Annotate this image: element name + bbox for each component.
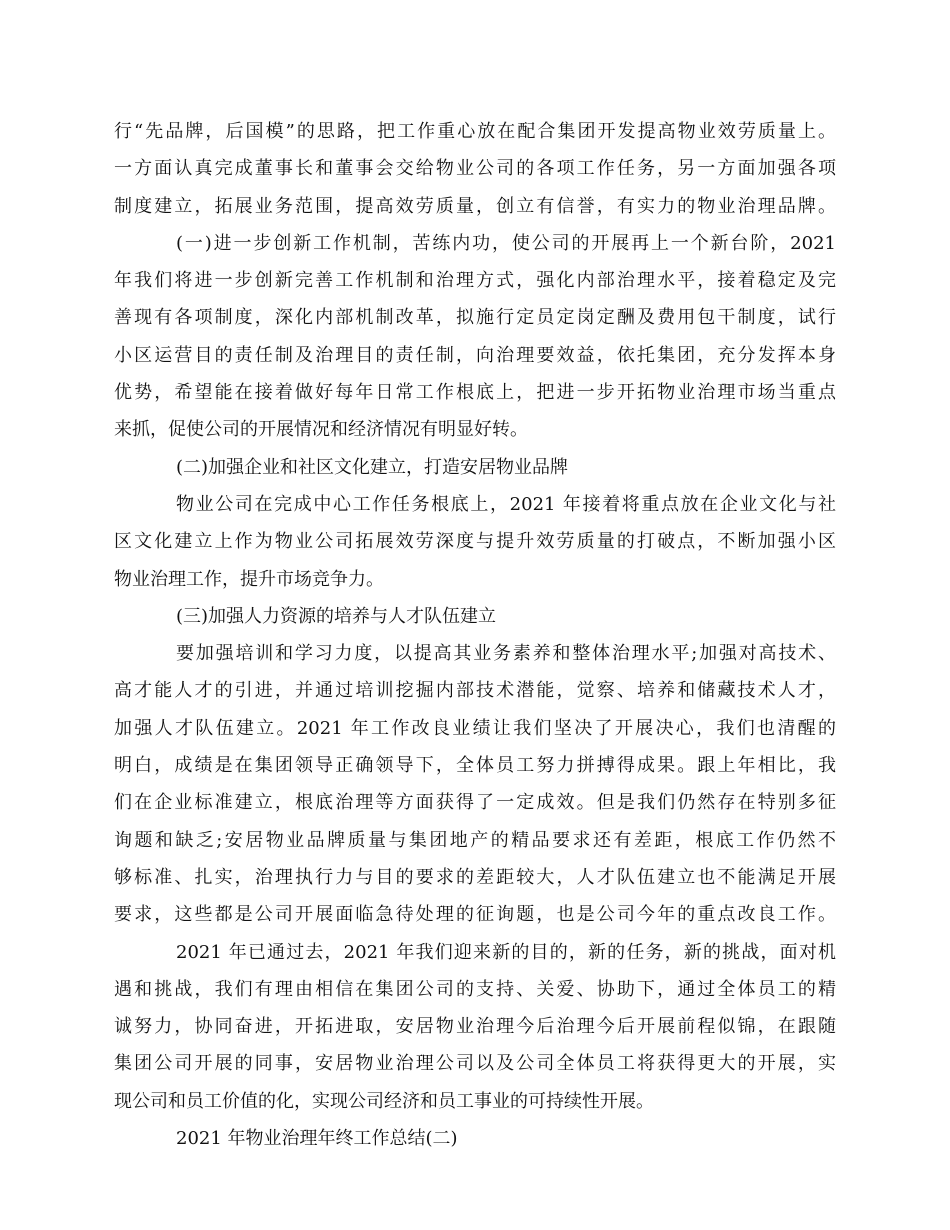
paragraph-line: 遇和挑战，我们有理由相信在集团公司的支持、关爱、协助下，通过全体员工的精 xyxy=(114,978,836,1000)
paragraph-line: (一)进一步创新工作机制，苦练内功，使公司的开展再上一个新台阶，2021 xyxy=(176,232,836,254)
section-title: 2021 年物业治理年终工作总结(二) xyxy=(176,1128,458,1150)
paragraph-line: 集团公司开展的同事，安居物业治理公司以及公司全体员工将获得更大的开展，实 xyxy=(114,1053,836,1075)
paragraph-line: 行“先品牌，后国模”的思路，把工作重心放在配合集团开发提高物业效劳质量上。 xyxy=(114,121,836,142)
paragraph-line: 年我们将进一步创新完善工作机制和治理方式，强化内部治理水平，接着稳定及完 xyxy=(114,270,836,292)
paragraph-line: 询题和缺乏;安居物业品牌质量与集团地产的精品要求还有差距，根底工作仍然不 xyxy=(114,829,836,851)
paragraph-line: 要求，这些都是公司开展面临急待处理的征询题，也是公司今年的重点改良工作。 xyxy=(114,904,836,926)
paragraph-line: 现公司和员工价值的化，实现公司经济和员工事业的可持续性开展。 xyxy=(114,1090,654,1112)
section-heading: (二)加强企业和社区文化建立，打造安居物业品牌 xyxy=(176,456,569,478)
paragraph-line: 来抓，促使公司的开展情况和经济情况有明显好转。 xyxy=(114,419,528,441)
paragraph-line: 要加强培训和学习力度，以提高其业务素养和整体治理水平;加强对高技术、 xyxy=(176,643,836,665)
paragraph-line: 一方面认真完成董事长和董事会交给物业公司的各项工作任务，另一方面加强各项 xyxy=(114,158,836,180)
paragraph-line: 高才能人才的引进，并通过培训挖掘内部技术潜能，觉察、培养和储藏技术人才， xyxy=(114,680,836,702)
paragraph-line: 明白，成绩是在集团领导正确领导下，全体员工努力拼搏得成果。跟上年相比，我 xyxy=(114,755,836,777)
paragraph-line: 够标准、扎实，治理执行力与目的要求的差距较大，人才队伍建立也不能满足开展 xyxy=(114,866,836,888)
paragraph-line: 们在企业标准建立，根底治理等方面获得了一定成效。但是我们仍然存在特别多征 xyxy=(114,792,836,814)
paragraph-line: 加强人才队伍建立。2021 年工作改良业绩让我们坚决了开展决心，我们也清醒的 xyxy=(114,717,836,739)
paragraph-line: 优势，希望能在接着做好每年日常工作根底上，把进一步开拓物业治理市场当重点 xyxy=(114,382,836,404)
paragraph-line: 物业公司在完成中心工作任务根底上，2021 年接着将重点放在企业文化与社 xyxy=(176,493,836,515)
document-body xyxy=(114,113,836,1157)
paragraph-line: 制度建立，拓展业务范围，提高效劳质量，创立有信誉，有实力的物业治理品牌。 xyxy=(114,195,836,217)
paragraph-line: 物业治理工作，提升市场竞争力。 xyxy=(114,568,384,590)
paragraph-line: 诚努力，协同奋进，开拓进取，安居物业治理今后治理今后开展前程似锦，在跟随 xyxy=(114,1016,836,1038)
paragraph-line: 善现有各项制度，深化内部机制改革，拟施行定员定岗定酬及费用包干制度，试行 xyxy=(114,307,836,329)
paragraph-line: 2021 年已通过去，2021 年我们迎来新的目的，新的任务，新的挑战，面对机 xyxy=(176,941,836,963)
paragraph-line: 小区运营目的责任制及治理目的责任制，向治理要效益，依托集团，充分发挥本身 xyxy=(114,344,836,366)
section-heading: (三)加强人力资源的培养与人才队伍建立 xyxy=(176,605,497,627)
paragraph-line: 区文化建立上作为物业公司拓展效劳深度与提升效劳质量的打破点，不断加强小区 xyxy=(114,531,836,553)
